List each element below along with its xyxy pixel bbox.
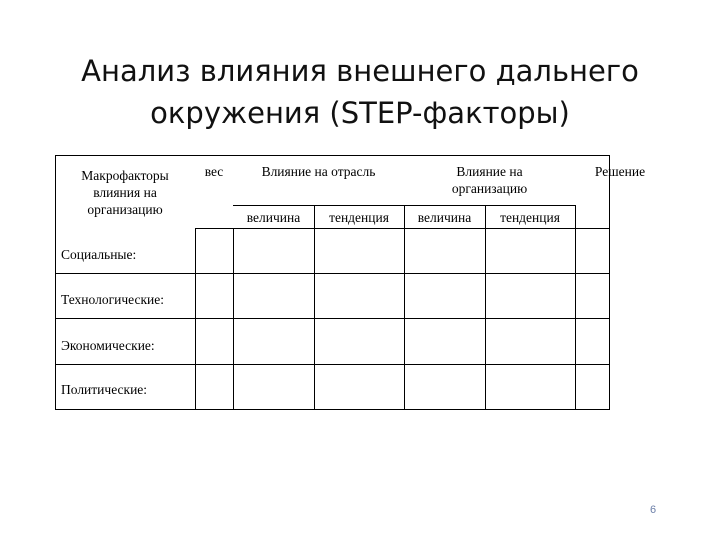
- header-macrofactors: [55, 167, 195, 218]
- col-line-decision: [575, 205, 576, 410]
- header-industry-impact: Влияние на отрасль: [261, 164, 376, 179]
- row-line-3: [55, 364, 610, 365]
- subheader-trend-org: тенденция: [500, 210, 560, 225]
- col-line-weight: [233, 228, 234, 410]
- header-macro-line-3: организацию: [87, 202, 163, 217]
- header-org-impact: [404, 163, 575, 197]
- header-decision: Решение: [594, 164, 646, 179]
- col-line-org-mid: [485, 205, 486, 410]
- row-label-technological: Технологические:: [61, 292, 164, 307]
- row-label-political: Политические:: [61, 382, 148, 397]
- title-line-2: окружения (STEP-факторы): [150, 96, 570, 130]
- header-org-line-1: Влияние на: [456, 164, 523, 179]
- subheader-trend-industry: тенденция: [329, 210, 389, 225]
- header-weight: вес: [204, 164, 224, 179]
- col-line-industry-mid: [314, 205, 315, 410]
- header-org-line-2: организацию: [451, 181, 528, 196]
- header-macro-line-2: влияния на: [93, 185, 157, 200]
- table-border-top: [55, 155, 610, 156]
- header-macro-line-1: Макрофакторы: [81, 168, 169, 183]
- row-line-1: [55, 273, 610, 274]
- row-line-2: [55, 318, 610, 319]
- subheader-magnitude-industry: величина: [246, 210, 301, 225]
- row-label-social: Социальные:: [61, 247, 137, 262]
- step-table: [55, 155, 646, 410]
- col-line-macro: [195, 228, 196, 410]
- subheader-magnitude-org: величина: [417, 210, 472, 225]
- row-label-economic: Экономические:: [61, 338, 155, 353]
- table-border-bottom: [55, 409, 610, 410]
- header-bottom-line: [195, 228, 609, 229]
- title-line-1: Анализ влияния внешнего дальнего: [81, 54, 639, 88]
- col-line-org-start: [404, 205, 405, 410]
- table-border-right: [609, 155, 610, 410]
- slide-title: [0, 50, 720, 134]
- page-number: 6: [650, 504, 657, 516]
